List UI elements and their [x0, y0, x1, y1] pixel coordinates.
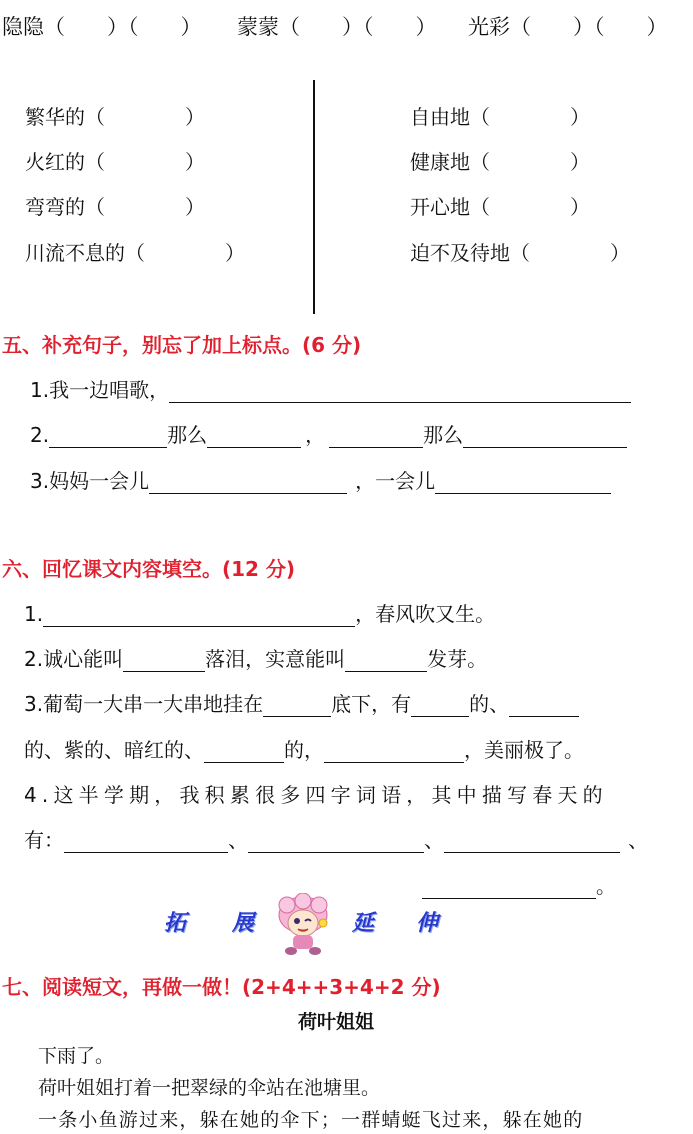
s6-q3-blank-1[interactable]: [263, 694, 331, 717]
s5-q1-prefix: 1.我一边唱歌，: [30, 378, 170, 402]
right-item-2[interactable]: 健康地（ ）: [410, 150, 590, 174]
s5-q1-blank[interactable]: [169, 380, 631, 403]
s5-q2-blank-4[interactable]: [463, 425, 627, 448]
top-blanks[interactable]: （ ）（ ）: [510, 15, 668, 39]
s6-q3-blank-2[interactable]: [411, 694, 469, 717]
left-item-3[interactable]: 弯弯的（ ）: [25, 195, 205, 219]
section7-heading: 七、阅读短文，再做一做！(2+4++3+4+2 分): [2, 975, 441, 999]
s6-q2-blank-1[interactable]: [123, 649, 205, 672]
s5-q2-num: 2.: [30, 423, 50, 447]
s6-q3-a: 3.葡萄一大串一大串地挂在: [24, 692, 264, 716]
s6-q3-blank-3[interactable]: [509, 694, 579, 717]
top-word: 光彩: [468, 15, 510, 39]
s5-q2-blank-3[interactable]: [329, 425, 423, 448]
top-word: 蒙蒙: [237, 15, 279, 39]
s5-q3-blank-2[interactable]: [435, 471, 611, 494]
top-row-item-2: [237, 14, 437, 40]
s6-q3-f: ，美丽极了。: [464, 738, 584, 762]
s5-q3: [30, 468, 611, 494]
story-title: 荷叶姐姐: [298, 1011, 375, 1033]
s6-q3-line1: [24, 691, 579, 717]
s6-q3-d: 的、紫的、暗红的、: [24, 738, 204, 762]
s6-q2-b: 落泪，实意能叫: [205, 647, 346, 671]
s6-q4-blank-2[interactable]: [248, 830, 424, 853]
s6-q4-end: 。: [596, 874, 616, 898]
s6-q2-c: 发芽。: [427, 647, 488, 671]
s5-q3-prefix: 3.妈妈一会儿: [30, 469, 150, 493]
s6-q3-line2: [24, 737, 584, 763]
s6-q4-a: 有：: [24, 828, 64, 852]
s6-q1-num: 1.: [24, 602, 44, 626]
s6-q3-blank-4[interactable]: [204, 740, 284, 763]
s6-q3-blank-5[interactable]: [324, 740, 464, 763]
top-row-item-3: [468, 14, 668, 40]
s6-q1-blank[interactable]: [43, 604, 355, 627]
s5-q2-word-1: 那么: [167, 423, 208, 447]
right-item-4[interactable]: 迫不及待地（ ）: [410, 241, 630, 265]
s6-q4-blank-3[interactable]: [444, 830, 620, 853]
column-divider: [313, 80, 315, 314]
s6-q4-line3: [422, 873, 616, 899]
left-item-4[interactable]: 川流不息的（ ）: [25, 241, 245, 265]
s6-q4-line1: 4.这半学期，我积累很多四字词语，其中描写春天的: [24, 783, 608, 807]
s5-q3-mid: ，一会儿: [355, 469, 436, 493]
s6-q3-b: 底下，有: [331, 692, 412, 716]
s5-q2-comma: ，: [305, 423, 326, 447]
banner-char-1: 拓: [164, 911, 187, 936]
s6-q1: [24, 601, 495, 627]
left-item-2[interactable]: 火红的（ ）: [25, 150, 205, 174]
top-blanks[interactable]: （ ）（ ）: [279, 15, 437, 39]
banner-char-2: 展: [232, 911, 255, 936]
right-item-1[interactable]: 自由地（ ）: [410, 105, 590, 129]
top-row-item-1: [2, 14, 202, 40]
section5-heading: 五、补充句子，别忘了加上标点。(6 分): [2, 333, 362, 357]
s6-q1-tail: ，春风吹又生。: [355, 602, 496, 626]
s6-q4-line2: [24, 827, 648, 853]
story-line-3: 一条小鱼游过来，躲在她的伞下；一群蜻蜓飞过来，躲在她的: [38, 1109, 584, 1131]
s5-q2-blank-2[interactable]: [207, 425, 301, 448]
story-line-1: 下雨了。: [38, 1045, 115, 1067]
cartoon-sheep-icon: [273, 893, 333, 957]
top-word: 隐隐: [2, 15, 44, 39]
story-line-2: 荷叶姐姐打着一把翠绿的伞站在池塘里。: [38, 1077, 381, 1099]
s5-q1: [30, 377, 631, 403]
right-item-3[interactable]: 开心地（ ）: [410, 195, 590, 219]
s6-q4-blank-1[interactable]: [64, 830, 228, 853]
banner-char-4: 伸: [416, 911, 439, 936]
top-blanks[interactable]: （ ）（ ）: [44, 15, 202, 39]
section6-heading: 六、回忆课文内容填空。(12 分): [2, 557, 296, 581]
s5-q2-blank-1[interactable]: [49, 425, 167, 448]
banner-char-3: 延: [352, 911, 375, 936]
s6-q4-sep1: 、: [228, 828, 248, 852]
s6-q4-blank-4[interactable]: [422, 876, 596, 899]
s6-q4-sep3: 、: [628, 828, 648, 852]
s5-q3-blank-1[interactable]: [149, 471, 347, 494]
s6-q2-a: 2.诚心能叫: [24, 647, 124, 671]
s5-q2-word-2: 那么: [423, 423, 464, 447]
s5-q2: [30, 422, 627, 448]
s6-q2: [24, 646, 487, 672]
s6-q2-blank-2[interactable]: [345, 649, 427, 672]
s6-q3-e: 的，: [284, 738, 324, 762]
s6-q3-c: 的、: [469, 692, 510, 716]
s6-q4-sep2: 、: [424, 828, 444, 852]
left-item-1[interactable]: 繁华的（ ）: [25, 105, 205, 129]
